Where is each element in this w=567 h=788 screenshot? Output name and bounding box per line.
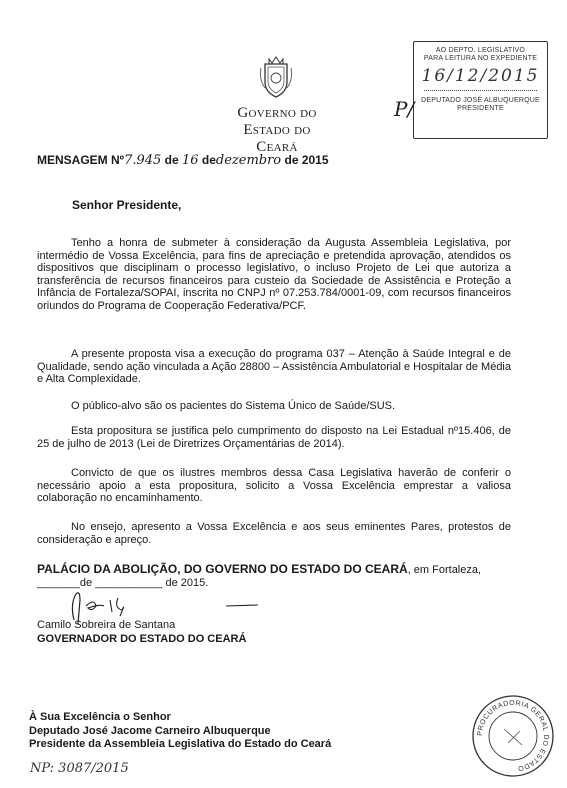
receipt-stamp [413, 41, 548, 139]
paragraph-5-text: Convicto de que os ilustres membros dessa Casa Legislativa haverão de conferir o necessário apoio a esta propositura, solicito a Vossa Excelência emprestar a valiosa colaboração no encaminhamento. [37, 467, 511, 505]
salutation: Senhor Presidente, [72, 198, 182, 212]
stamp-date: 16/12/2015 [421, 66, 540, 86]
paragraph-6 [37, 521, 511, 546]
svg-text:PROCURADORIA GERAL DO ESTADO [477, 700, 549, 772]
message-heading [37, 153, 329, 168]
message-year: de 2015 [284, 153, 329, 167]
paragraph-3-text: O público-alvo são os pacientes do Sistema Único de Saúde/SUS. [71, 400, 396, 412]
signatory-title: GOVERNADOR DO ESTADO DO CEARÁ [37, 633, 247, 645]
gov-line-1: Governo do [237, 105, 317, 121]
closing-location [37, 563, 517, 590]
palace-rest: , em Fortaleza, [407, 564, 482, 576]
gov-line-2: Estado do Ceará [243, 122, 311, 155]
paragraph-4-text: Esta propositura se justifica pelo cumprimento do disposto na Lei Estadual nº15.406, de 25 de julho de 2013 (Lei de Diretrizes Orçamentárias de 2014). [37, 425, 511, 450]
procuradoria-seal-stamp [470, 693, 556, 779]
message-month: dezembro [215, 153, 282, 168]
message-de-2: de [201, 153, 216, 167]
margin-mark: P/ [394, 97, 415, 121]
np-note: NP: 3087/2015 [30, 761, 129, 776]
palace-title: PALÁCIO DA ABOLIÇÃO, DO GOVERNO DO ESTADO DO CEARÁ [37, 562, 408, 576]
message-prefix: MENSAGEM Nº [37, 153, 125, 167]
paragraph-2 [37, 348, 511, 386]
paragraph-2-text: A presente proposta visa a execução do programa 037 – Atenção à Saúde Integral e de Qualidade, sendo ação vinculada a Ação 28800 – Assistência Ambulatorial e Hospitalar de Média e Alta Complexidade. [37, 348, 511, 386]
paragraph-4 [37, 425, 511, 450]
signatory-name: Camilo Sobreira de Santana [37, 619, 176, 631]
coat-of-arms-emblem [257, 54, 295, 100]
paragraph-1-text: Tenho a honra de submeter à consideração da Augusta Assembleia Legislativa, por intermédio de Vossa Excelência, para fins de apreciação e pretendida aprovação, atendidos os dispositivos que disciplinam o processo legislativo, o incluso Projeto de Lei que autoriza a transferência de recursos financeiros para custeio da Sociedade de Assistência e Proteção a Infância de Fortaleza/SOPAI, inscrita no CNPJ nº 07.253.784/0001-09, com recursos financeiros oriundos do Programa de Cooperação Federativa/PCF. [37, 237, 511, 312]
stamp-divider [424, 90, 537, 91]
stamp-line-3: DEPUTADO JOSÉ ALBUQUERQUE [421, 97, 540, 104]
paragraph-6-text: No ensejo, apresento a Vossa Excelência e aos seus eminentes Pares, protestos de consideração e apreço. [37, 521, 511, 546]
addressee-line-1: À Sua Excelência o Senhor [29, 711, 171, 723]
signatory-block [37, 618, 246, 646]
message-number: 7.945 [124, 153, 162, 168]
addressee-line-2: Deputado José Jacome Carneiro Albuquerque [29, 724, 271, 737]
stamp-line-2: PARA LEITURA NO EXPEDIENTE [423, 55, 538, 62]
addressee-block [29, 711, 331, 752]
palace-date-line: _______de ___________ de 2015. [37, 577, 209, 589]
paragraph-5 [37, 467, 511, 505]
addressee-line-3: Presidente da Assembleia Legislativa do Estado do Ceará [29, 738, 332, 750]
stamp-line-4: PRESIDENTE [457, 105, 504, 112]
stamp-line-1: AO DEPTO. LEGISLATIVO [435, 47, 526, 54]
message-day: 16 [181, 153, 199, 168]
paragraph-1 [37, 237, 511, 313]
message-de-1: de [164, 153, 179, 167]
paragraph-3 [37, 400, 511, 413]
government-header [222, 105, 332, 156]
seal-text: PROCURADORIA GERAL DO ESTADO [476, 699, 550, 772]
